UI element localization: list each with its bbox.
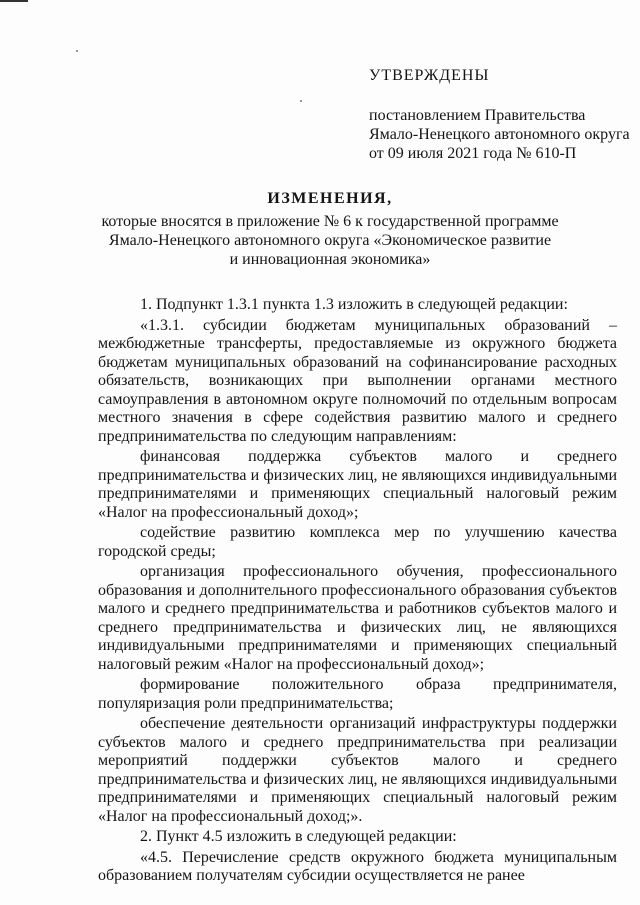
body-paragraph: организация профессионального обучения, профессионального образования и дополнительного профессионального образования субъектов малого и среднего предпринимательства и работников субъектов малого и среднего предпринимательства и физических лиц, не являющихся индивидуальными предпринимателями и применяющих специальный налоговый режим «Налог на профессиональный доход»;	[98, 563, 617, 673]
body-paragraph: «1.3.1. субсидии бюджетам муниципальных образований – межбюджетные трансферты, предоставляемые из окружного бюджета бюджетам муниципальных образований на софинансирование расходных обязательств, возникающих при выполнении органами местного самоуправления в автономном округе полномочий по отдельным вопросам местного значения в сфере содействия развитию малого и среднего предпринимательства по следующим направлениям:	[98, 316, 617, 445]
body-paragraph: 2. Пункт 4.5 изложить в следующей редакции:	[140, 828, 457, 845]
scan-edge-mark	[0, 0, 28, 2]
approval-line: постановлением Правительства	[369, 107, 586, 124]
approval-line: от 09 июля 2021 года № 610-П	[369, 145, 577, 162]
approval-stamp	[369, 66, 634, 163]
scan-speck	[76, 50, 78, 52]
document-subtitle	[60, 212, 600, 269]
document-title	[60, 190, 600, 208]
body-paragraph: содействие развитию комплекса мер по улучшению качества городской среды;	[98, 524, 617, 560]
subtitle-line: Ямало-Ненецкого автономного округа «Экономическое развитие	[108, 232, 552, 249]
document-body	[98, 296, 617, 888]
scan-speck	[300, 100, 302, 102]
body-paragraph: 1. Подпункт 1.3.1 пункта 1.3 изложить в следующей редакции:	[140, 296, 568, 313]
subtitle-line: которые вносятся в приложение № 6 к государственной программе	[101, 213, 559, 230]
approval-heading: УТВЕРЖДЕНЫ	[369, 67, 490, 84]
body-paragraph: обеспечение деятельности организаций инфраструктуры поддержки субъектов малого и среднего предпринимательства при реализации мероприятий поддержки субъектов малого и среднего предпринимательства и физических лиц, не являющихся индивидуальными предпринимателями и применяющих специальный налоговый режим «Налог на профессиональный доход;».	[98, 715, 617, 825]
approval-line: Ямало-Ненецкого автономного округа	[369, 126, 630, 143]
subtitle-line: и инновационная экономика»	[229, 251, 431, 268]
title-heading: ИЗМЕНЕНИЯ,	[267, 190, 393, 207]
body-paragraph: финансовая поддержка субъектов малого и среднего предпринимательства и физических лиц, не являющихся индивидуальными предпринимателями и применяющих специальный налоговый режим «Налог на профессиональный доход»;	[98, 448, 617, 521]
body-paragraph: «4.5. Перечисление средств окружного бюджета муниципальным образованием получателям субсидии осуществляется не ранее	[98, 848, 617, 884]
body-paragraph: формирование положительного образа предпринимателя, популяризация роли предпринимательства;	[98, 676, 617, 712]
